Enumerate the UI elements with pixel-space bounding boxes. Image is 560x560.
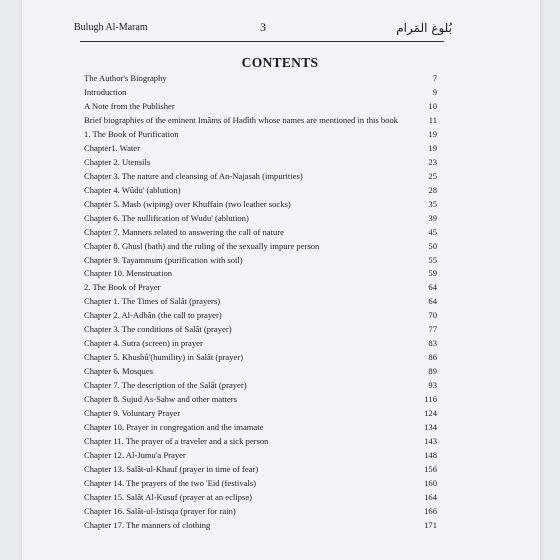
toc-entry-title: Chapter 9. Voluntary Prayer [84,408,181,419]
toc-entry-title: Chapter 10. Prayer in congregation and the imamate [84,422,264,433]
toc-entry [84,493,437,503]
toc-entry-title: 1. The Book of Purification [84,128,179,139]
toc-entry-page: 19 [428,142,437,153]
toc-entry [84,381,437,391]
toc-entry-title: Chapter 14. The prayers of the two 'Eid (festivals) [84,478,257,488]
toc-entry [84,479,437,489]
toc-entry [84,116,437,126]
toc-entry-page: 83 [428,338,437,349]
toc-entry-title: Introduction [84,86,127,97]
toc-entry-title: Chapter 3. The conditions of Salât (prayer) [84,324,232,335]
toc-entry-page: 50 [428,240,437,251]
toc-entry [84,200,437,210]
toc-entry-title: A Note from the Publisher [84,100,175,111]
toc-entry-page: 19 [428,128,437,139]
toc-entry-title: Chapter 4. Wûdu' (ablution) [84,184,181,195]
toc-entry-page: 93 [428,380,437,391]
toc-entry [84,102,437,112]
toc-entry-page: 134 [424,422,437,433]
toc-entry-page: 39 [428,212,437,223]
toc-entry-page: 171 [424,519,437,530]
toc-entry-page: 55 [428,254,437,265]
toc-entry [84,409,437,419]
header-rule [80,41,444,42]
toc-entry-title: Chapter 6. The nullification of Wudu' (ablution) [84,212,249,223]
toc-entry-title: Chapter 12. Al-Jumu'a Prayer [84,450,186,461]
page-title: CONTENTS [241,55,319,70]
toc-entry [84,507,437,517]
toc-entry-title: Chapter 7. Manners related to answering the call of nature [84,226,284,237]
toc-entry [84,395,437,405]
toc-entry-title: Chapter 3. The nature and cleansing of An-Najasah (impurities) [84,170,303,181]
toc-entry-title: Chapter 5. Masb (wiping) over Khuffain (two leather socks) [84,198,291,209]
table-of-contents [84,74,437,535]
toc-entry-page: 164 [424,491,437,502]
toc-entry-title: Chapter 1. The Times of Salât (prayers) [84,296,221,307]
toc-entry [84,186,437,196]
toc-entry-title: Brief biographies of the eminent Imâms of Hadîth whose names are mentioned in this book [84,114,399,125]
toc-entry-page: 45 [428,226,437,237]
toc-entry-title: Chapter 10. Menstruation [84,268,173,279]
toc-entry [84,367,437,377]
toc-entry-page: 7 [432,73,437,83]
toc-entry [84,353,437,363]
toc-entry-title: Chapter 8. Ghusl (bath) and the ruling of the sexually impure person [84,240,320,251]
toc-entry-page: 116 [424,394,437,405]
toc-entry-page: 35 [428,198,437,209]
toc-entry-title: Chapter 15. Salât Al-Kusuf (prayer at an eclipse) [84,491,252,502]
toc-entry-page: 124 [424,408,437,419]
toc-entry-title: Chapter 2. Utensils [84,156,151,167]
toc-entry [84,242,437,252]
toc-entry [84,88,437,98]
toc-entry-page: 156 [424,464,437,475]
toc-entry [84,451,437,461]
toc-entry [84,423,437,433]
toc-entry [84,339,437,349]
toc-entry-title: Chapter 8. Sujud As-Sahw and other matters [84,394,237,405]
toc-entry-title: Chapter1. Water [84,142,140,153]
toc-entry-title: Chapter 16. Salât-ul-Istisqa (prayer for rain) [84,505,236,516]
toc-entry-title: Chapter 5. Khusbû'(humility) in Salât (prayer) [84,352,244,363]
toc-entry-page: 148 [424,450,437,461]
toc-entry-title: Chapter 6. Mosques [84,366,153,377]
toc-entry-page: 86 [428,352,437,363]
toc-entry [84,214,437,224]
toc-entry-page: 70 [428,310,437,321]
toc-entry [84,465,437,475]
toc-entry [84,283,437,293]
toc-entry [84,311,437,321]
toc-entry [84,74,437,84]
toc-entry-title: Chapter 17. The manners of clothing [84,519,211,530]
toc-entry-page: 160 [424,478,437,488]
toc-entry-page: 166 [424,505,437,516]
toc-entry-page: 10 [428,100,437,111]
toc-entry-page: 64 [428,282,437,293]
toc-entry-page: 9 [432,86,437,97]
toc-entry-title: Chapter 2. Al-Adbân (the call to prayer) [84,310,222,321]
toc-entry [84,158,437,168]
toc-entry-title: 2. The Book of Prayer [84,282,161,293]
toc-entry-title: The Author's Biography [84,73,167,83]
toc-entry [84,256,437,266]
toc-entry-page: 59 [428,268,437,279]
toc-entry [84,269,437,279]
toc-entry-page: 28 [428,184,437,195]
running-header [74,22,452,36]
toc-entry-title: Chapter 9. Tayammum (purification with soil) [84,254,243,265]
toc-entry [84,521,437,531]
toc-entry-page: 23 [428,156,437,167]
toc-entry [84,228,437,238]
toc-entry [84,144,437,154]
toc-entry [84,325,437,335]
toc-entry-page: 77 [428,324,437,335]
toc-entry [84,437,437,447]
header-book-title: Bulugh Al-Maram [74,22,148,33]
toc-entry-page: 89 [428,366,437,377]
toc-entry [84,297,437,307]
toc-entry-page: 11 [428,114,437,125]
header-arabic-title: بُلوغ المَرام [396,21,452,35]
toc-entry-title: Chapter 4. Sutra (screen) in prayer [84,338,203,349]
toc-entry [84,172,437,182]
header-page-number: 3 [260,20,266,34]
toc-entry-title: Chapter 13. Salât-ul-Khauf (prayer in time of fear) [84,464,259,475]
toc-entry-page: 64 [428,296,437,307]
toc-entry-page: 143 [424,436,437,447]
toc-entry [84,130,437,140]
toc-entry-page: 25 [428,170,437,181]
toc-entry-title: Chapter 11. The prayer of a traveler and a sick person [84,436,269,447]
toc-entry-title: Chapter 7. The description of the Salât (prayer) [84,380,247,391]
